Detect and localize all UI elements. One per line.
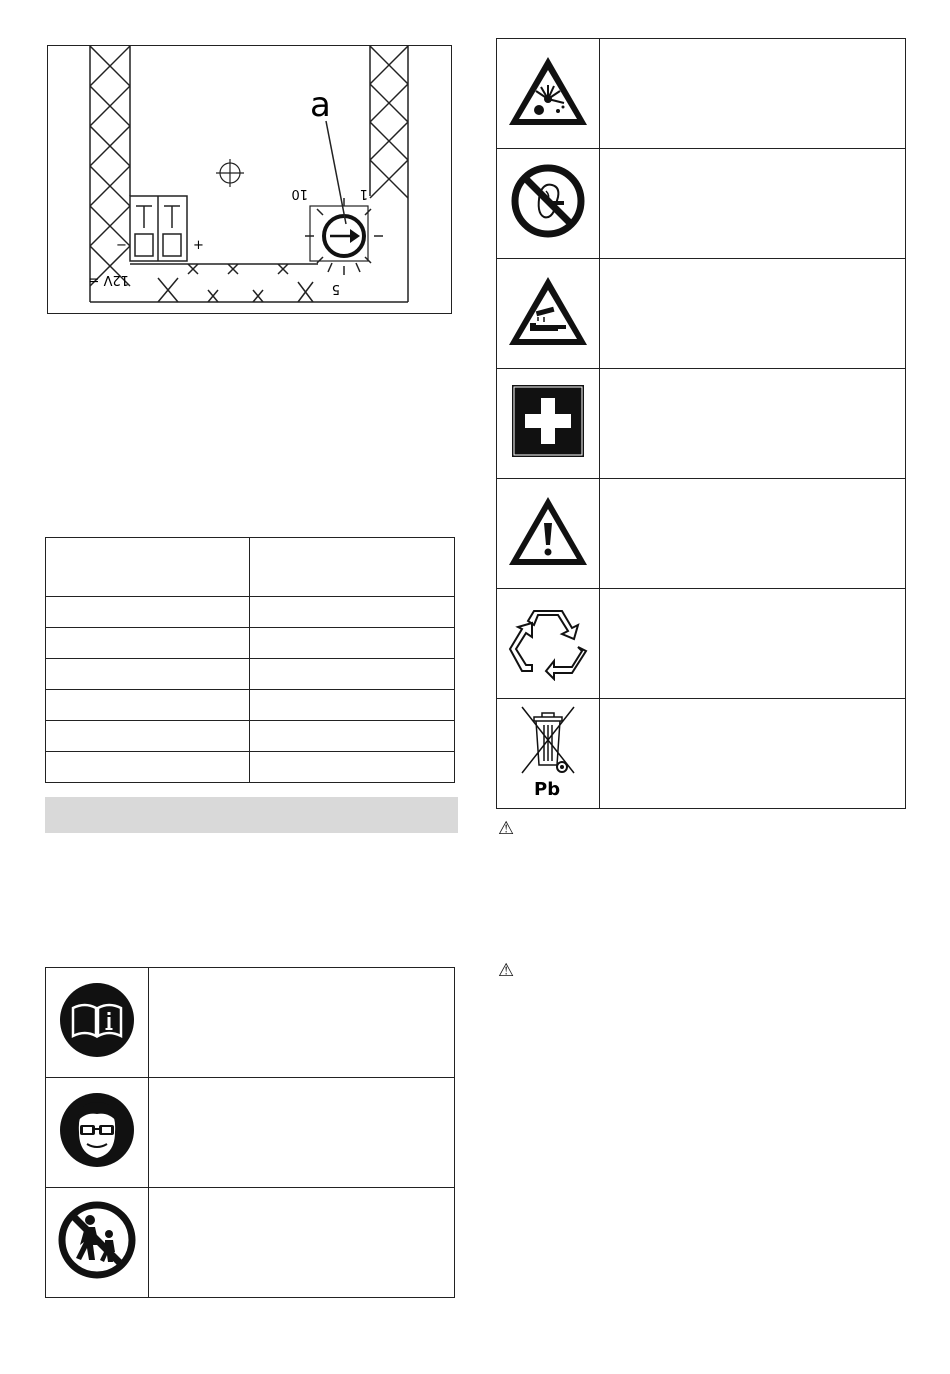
callout-letter: a <box>310 85 331 125</box>
symbol-row <box>497 259 906 369</box>
symbol-row <box>46 1188 455 1298</box>
table-row <box>46 597 455 628</box>
right-hatch <box>370 46 408 198</box>
minus-label: − <box>116 238 127 253</box>
symbol-row <box>497 369 906 479</box>
keep-children-away-icon <box>57 1200 137 1280</box>
battery-diagram-drawing <box>48 46 451 313</box>
table-row <box>46 690 455 721</box>
table-row <box>46 628 455 659</box>
no-smoking-no-open-flame-icon <box>510 163 586 239</box>
table-row <box>46 721 455 752</box>
voltage-label: 12V = <box>88 272 129 287</box>
table-row <box>46 752 455 783</box>
corrosive-warning-icon <box>506 273 590 349</box>
battery-diagram <box>47 45 452 314</box>
callout-line <box>326 121 346 224</box>
symbol-row <box>46 1078 455 1188</box>
warning-icon: ⚠ <box>498 960 515 981</box>
symbol-row <box>497 589 906 699</box>
general-warning-icon <box>506 493 590 569</box>
symbol-row <box>497 479 906 589</box>
first-aid-icon <box>511 384 585 458</box>
section-heading-bar <box>45 797 458 833</box>
bin-label: Pb <box>534 779 561 799</box>
symbol-row <box>497 39 906 149</box>
blank-data-table <box>45 537 455 783</box>
symbol-row <box>497 149 906 259</box>
table-header-cell <box>46 538 250 597</box>
explosive-warning-icon <box>506 53 590 129</box>
dial-label-5: 5 <box>331 281 340 296</box>
dial-label-1: 1 <box>359 186 368 201</box>
symbol-table-left <box>45 967 455 1298</box>
read-manual-icon <box>59 982 135 1058</box>
dial-label-10: 10 <box>291 186 308 201</box>
crosshair-icon <box>216 159 244 187</box>
recycling-icon <box>508 601 588 681</box>
battery-terminals <box>130 196 187 261</box>
warning-icon: ⚠ <box>498 818 515 839</box>
table-row <box>46 659 455 690</box>
symbol-row <box>497 699 906 809</box>
plus-label: + <box>193 238 204 253</box>
table-header-cell <box>250 538 455 597</box>
symbol-table-right <box>496 38 906 809</box>
wear-eye-protection-icon <box>59 1092 135 1168</box>
bottom-hatch <box>130 264 318 302</box>
symbol-row <box>46 968 455 1078</box>
crossed-bin-pb-icon <box>516 703 580 799</box>
